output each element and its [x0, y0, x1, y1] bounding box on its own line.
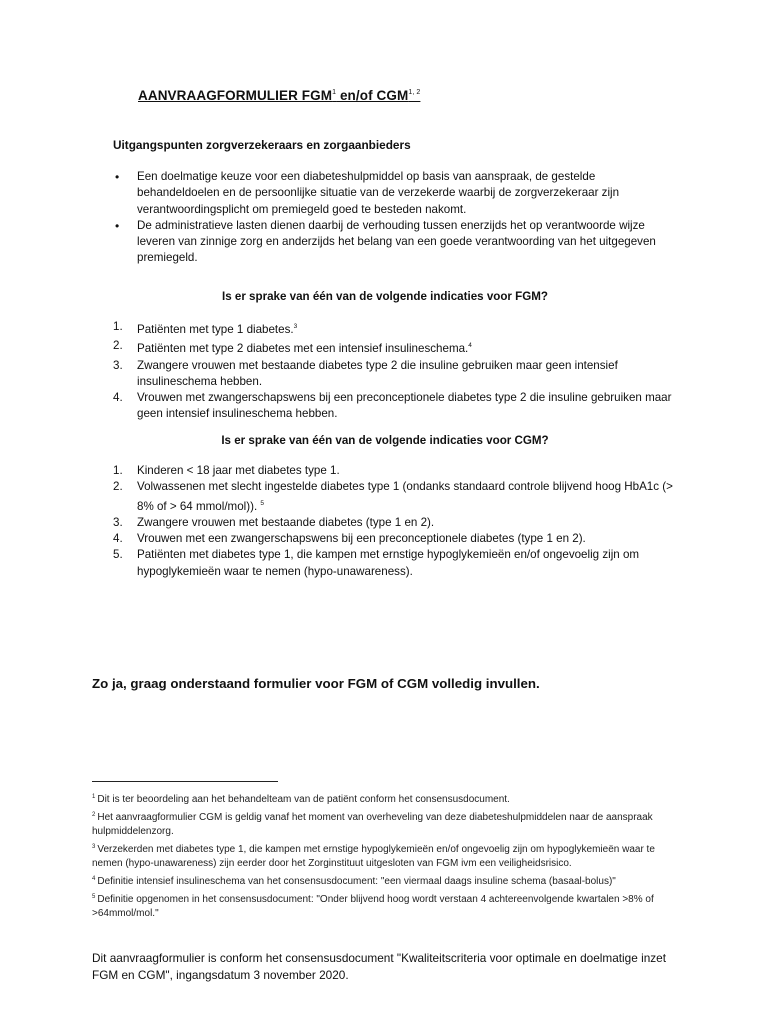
footnotes-list [92, 790, 682, 922]
list-item: 3. Zwangere vrouwen met bestaande diabetes (type 1 en 2). [113, 515, 435, 529]
title-connector: en/of CGM [336, 88, 409, 103]
call-to-action: Zo ja, graag onderstaand formulier voor FGM of CGM volledig invullen. [92, 676, 540, 691]
list-item: 5. Patiënten met diabetes type 1, die kampen met ernstige hypoglykemieën en/of ongevoelig zijn om hypoglykemieën waar te nemen (hypo-unawareness). [113, 548, 640, 578]
page-title [138, 88, 420, 103]
principles-list [113, 169, 673, 267]
title-footnote-ref-1: 1 [332, 89, 337, 96]
list-item: 4. Vrouwen met een zwangerschapswens bij een preconceptionele diabetes (type 1 en 2). [113, 532, 586, 546]
footnote: $^2$ Het aanvraagformulier CGM is geldig vanaf het moment van overheveling van deze diabeteshulpmiddelen naar de aanspraak hulpmiddelenzorg. [92, 811, 653, 838]
footnote: $^4$ Definitie intensief insulineschema van het consensusdocument: "een viermaal daags insuline schema (basaal-bolus)" [92, 875, 616, 887]
footnote: $^3$ Verzekerden met diabetes type 1, die kampen met ernstige hypoglykemieën en/of ongevoelig zijn om hypoglykemieën waar te nemen (hypo-unawareness) zijn eerder door het Zorginstituut uitgesloten van FGM ivm een veiligheidsrisico. [92, 843, 655, 870]
fgm-indications-list [113, 319, 673, 423]
cgm-indications-list [113, 463, 673, 580]
cgm-question: Is er sprake van één van de volgende indicaties voor CGM? [221, 434, 549, 447]
footnote-divider [92, 781, 278, 782]
list-item: 1. Kinderen < 18 jaar met diabetes type 1. [113, 464, 340, 477]
title-footnote-ref-2: 1, 2 [408, 89, 421, 96]
footnote: $^1$ Dit is ter beoordeling aan het behandelteam van de patiënt conform het consensusdocument. [92, 794, 510, 805]
fgm-question: Is er sprake van één van de volgende indicaties voor FGM? [221, 290, 549, 303]
closing-statement: Dit aanvraagformulier is conform het consensusdocument "Kwaliteitscriteria voor optimale en doelmatige inzet FGM en CGM", ingangsdatum 3 november 2020. [92, 951, 666, 982]
list-item: • De administratieve lasten dienen daarbij de verhouding tussen enerzijds het op verantwoorde wijze leveren van zinnige zorg en anderzijds het belang van een goede verantwoording van het uitgegeven premiegeld. [113, 218, 673, 267]
list-item: 3. Zwangere vrouwen met bestaande diabetes type 2 die insuline gebruiken maar geen intensief insulineschema hebben. [113, 358, 618, 388]
list-item: 4. Vrouwen met zwangerschapswens bij een preconceptionele diabetes type 2 die insuline gebruiken maar geen intensief insulineschema hebben. [113, 391, 672, 421]
list-item: 1. Patiënten met type 1 diabetes.$^3$ [113, 320, 298, 336]
list-item: 2. Volwassenen met slecht ingestelde diabetes type 1 (ondanks standaard controle blijvend hoog HbA1c (> 8% of > 64 mmol/mol)). $^5$ [113, 480, 673, 513]
list-item: • Een doelmatige keuze voor een diabeteshulpmiddel op basis van aanspraak, de gestelde behandeldoelen en de persoonlijke situatie van de verzekerde waarbij de zorgverzekeraar zijn verantwoordingsplicht om premiegeld goed te besteden nakomt. [113, 169, 673, 218]
list-item: 2. Patiënten met type 2 diabetes met een intensief insulineschema.$^4$ [113, 339, 472, 356]
section-heading: Uitgangspunten zorgverzekeraars en zorgaanbieders [113, 138, 411, 152]
footnote: $^5$ Definitie opgenomen in het consensusdocument: "Onder blijvend hoog wordt verstaan 4 achtereenvolgende kwartalen >8% of >64mmol/mol." [92, 893, 654, 920]
title-main: AANVRAAGFORMULIER FGM [138, 88, 333, 103]
